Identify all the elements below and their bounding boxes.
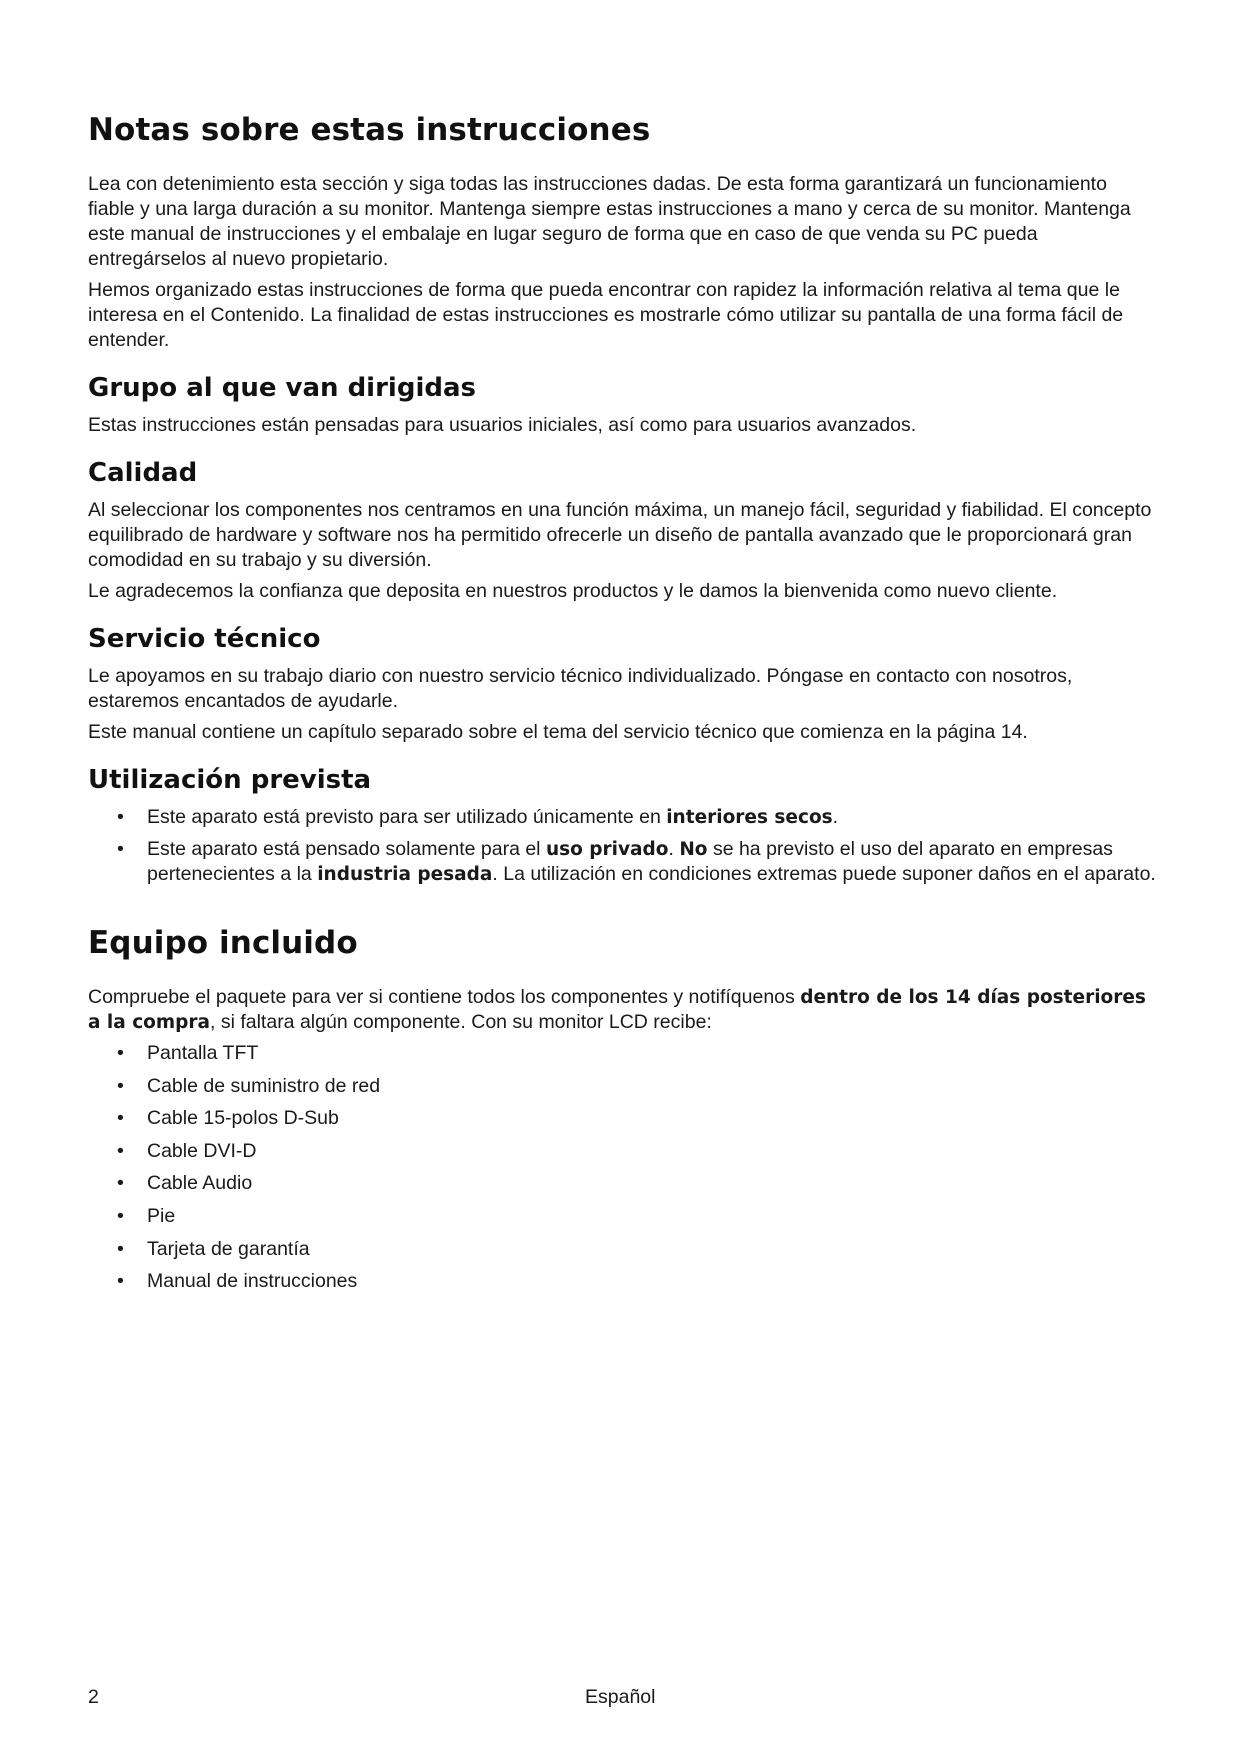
list-item bbox=[88, 1041, 1158, 1066]
document-page bbox=[88, 112, 1158, 1302]
text: . bbox=[668, 838, 680, 860]
paragraph: Este manual contiene un capítulo separado sobre el tema del servicio técnico que comienza en la página 14. bbox=[88, 721, 1028, 743]
list-item bbox=[88, 1139, 1158, 1164]
list-item bbox=[88, 1106, 1158, 1131]
paragraph: Lea con detenimiento esta sección y siga todas las instrucciones dadas. De esta forma garantizará un funcionamiento fiable y una larga duración a su monitor. Mantenga siempre estas instrucciones a mano y cerca de su monitor. Mantenga este manual de instrucciones y el embalaje en lugar seguro de forma que en caso de que venda su PC pueda entregárselos al nuevo propietario. bbox=[88, 173, 1131, 270]
list-item bbox=[88, 1269, 1158, 1294]
subsection-title-servicio: Servicio técnico bbox=[88, 624, 321, 654]
bullet-icon: • bbox=[117, 1270, 124, 1293]
text: . bbox=[832, 806, 839, 828]
text: se ha previsto el uso del aparato en empresas pertenecientes a la bbox=[147, 838, 1113, 885]
paragraph: Al seleccionar los componentes nos centramos en una función máxima, un manejo fácil, seguridad y fiabilidad. El concepto equilibrado de hardware y software nos ha permitido ofrecerle un diseño de pantalla avanzado que le proporcionará gran comodidad en su trabajo y su diversión. bbox=[88, 499, 1152, 571]
bullet-icon: • bbox=[117, 1042, 124, 1064]
paragraph: Le agradecemos la confianza que deposita en nuestros productos y le damos la bienvenida como nuevo cliente. bbox=[88, 580, 1058, 602]
bullet-icon: • bbox=[117, 1204, 124, 1227]
list-item-label: Cable Audio bbox=[147, 1172, 253, 1195]
bold-text: dentro de los 14 días posteriores a la compra bbox=[88, 987, 1146, 1033]
list-item-label: Manual de instrucciones bbox=[147, 1270, 358, 1293]
list-item bbox=[88, 1171, 1158, 1196]
bullet-icon: • bbox=[117, 838, 124, 860]
paragraph: Le apoyamos en su trabajo diario con nuestro servicio técnico individualizado. Póngase en contacto con nosotros, estaremos encantados de ayudarle. bbox=[88, 665, 1073, 712]
bullet-icon: • bbox=[117, 1107, 124, 1130]
package-list bbox=[88, 1041, 1158, 1294]
subsection-title-utilizacion: Utilización prevista bbox=[88, 765, 372, 795]
list-item bbox=[88, 805, 1158, 830]
paragraph: Estas instrucciones están pensadas para usuarios iniciales, así como para usuarios avanzados. bbox=[88, 414, 917, 436]
bullet-icon: • bbox=[117, 1172, 124, 1195]
list-item bbox=[88, 1074, 1158, 1099]
text: , si faltara algún componente. Con su monitor LCD recibe: bbox=[210, 1011, 712, 1033]
list-item-label: Cable DVI-D bbox=[147, 1139, 257, 1162]
bold-text: industria pesada bbox=[317, 864, 493, 885]
bold-text: interiores secos bbox=[666, 807, 833, 828]
subsection-title-calidad: Calidad bbox=[88, 458, 198, 488]
list-item bbox=[88, 1237, 1158, 1262]
subsection-title-grupo: Grupo al que van dirigidas bbox=[88, 373, 476, 403]
list-item bbox=[88, 1204, 1158, 1229]
list-item-label: Pantalla TFT bbox=[147, 1042, 259, 1064]
paragraph: Hemos organizado estas instrucciones de forma que pueda encontrar con rapidez la información relativa al tema que le interesa en el Contenido. La finalidad de estas instrucciones es mostrarle cómo utilizar su pantalla de una forma fácil de entender. bbox=[88, 279, 1124, 351]
list-item-label: Pie bbox=[147, 1204, 176, 1227]
text: Este aparato está previsto para ser utilizado únicamente en bbox=[147, 806, 667, 828]
list-item-label: Cable de suministro de red bbox=[147, 1074, 381, 1097]
list-item-label: Cable 15-polos D-Sub bbox=[147, 1107, 339, 1130]
list-item-label: Tarjeta de garantía bbox=[147, 1237, 310, 1260]
footer-language: Español bbox=[585, 1686, 656, 1708]
page-number: 2 bbox=[88, 1686, 99, 1708]
bullet-icon: • bbox=[117, 1074, 124, 1097]
bold-text: uso privado bbox=[545, 839, 669, 860]
bullet-icon: • bbox=[117, 1139, 124, 1162]
text: Compruebe el paquete para ver si contiene todos los componentes y notifíquenos bbox=[88, 986, 801, 1008]
text: Este aparato está pensado solamente para el bbox=[147, 838, 546, 860]
section-title-equipo: Equipo incluido bbox=[88, 925, 358, 961]
section-title-notas: Notas sobre estas instrucciones bbox=[88, 112, 651, 148]
bullet-icon: • bbox=[117, 1237, 124, 1260]
bold-text: No bbox=[679, 839, 708, 860]
bullet-icon: • bbox=[117, 806, 124, 828]
paragraph bbox=[88, 985, 1158, 1035]
usage-list bbox=[88, 805, 1158, 887]
list-item bbox=[88, 837, 1158, 887]
text: . La utilización en condiciones extremas puede suponer daños en el aparato. bbox=[492, 863, 1156, 885]
